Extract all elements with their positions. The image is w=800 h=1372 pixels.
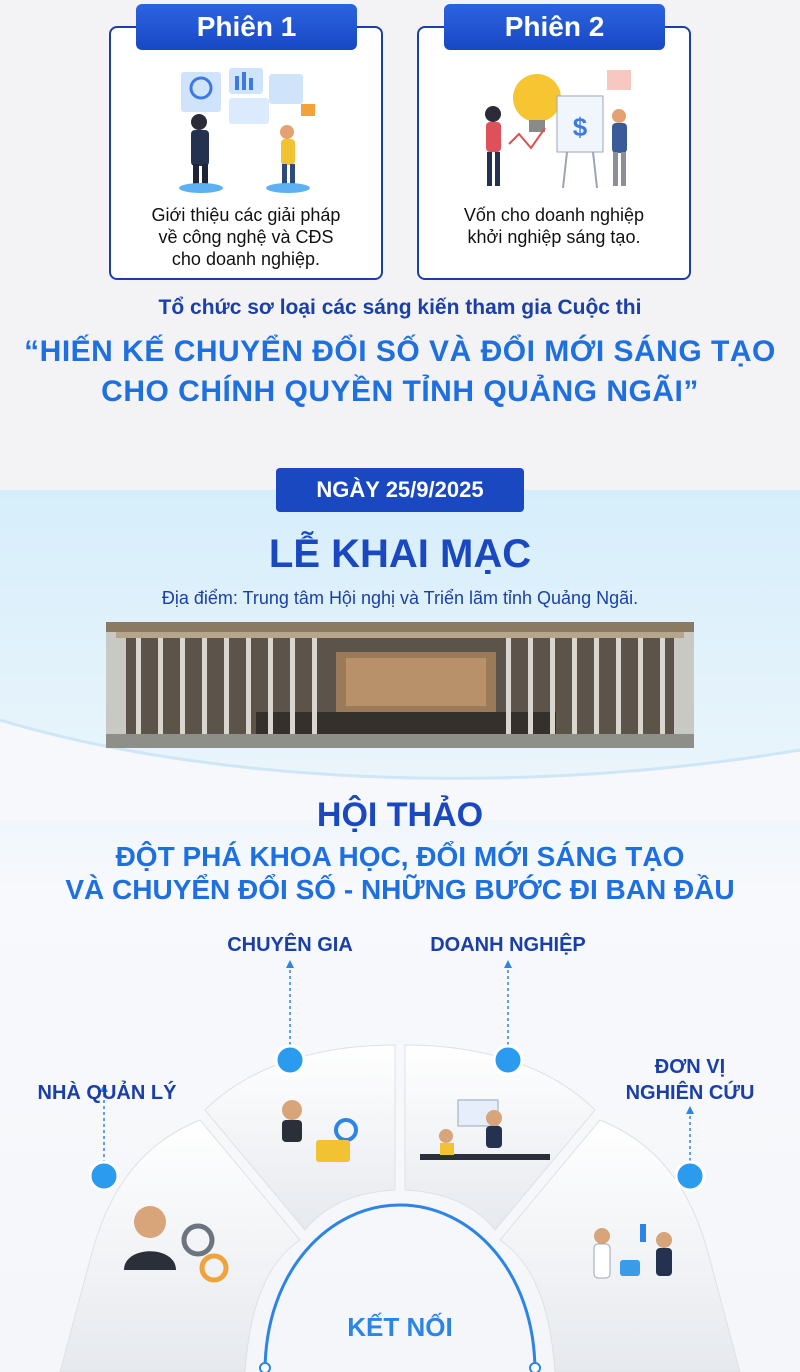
session-2-tab: Phiên 2 xyxy=(444,4,665,50)
venue-text: Địa điểm: Trung tâm Hội nghị và Triển lãm tỉnh Quảng Ngãi. xyxy=(161,588,639,608)
workshop-subtitle: ĐỘT PHÁ KHOA HỌC, ĐỔI MỚI SÁNG TẠO VÀ CHUYỂN ĐỔI SỐ - NHỮNG BƯỚC ĐI BAN ĐẦU xyxy=(65,841,735,905)
stakeholder-diagram xyxy=(0,940,800,1372)
date-badge: NGÀY 25/9/2025 xyxy=(276,468,524,512)
convention-center-photo xyxy=(106,622,694,748)
session-1-tab: Phiên 1 xyxy=(136,4,357,50)
opening-title: LỄ KHAI MẠC xyxy=(268,532,532,576)
stakeholder-business: DOANH NGHIỆP xyxy=(430,934,586,956)
connect-label: KẾT NỐI xyxy=(347,1312,453,1342)
stakeholder-research: ĐƠN VỊ NGHIÊN CỨU xyxy=(625,1056,755,1104)
session-1-card xyxy=(109,26,383,280)
session-2-card xyxy=(417,26,691,280)
svg-text:$: $ xyxy=(572,112,588,142)
workshop-title: HỘI THẢO xyxy=(316,796,484,834)
contest-title: “HIẾN KẾ CHUYỂN ĐỔI SỐ VÀ ĐỔI MỚI SÁNG TẠO CHO CHÍNH QUYỀN TỈNH QUẢNG NGÃI” xyxy=(24,335,776,408)
contest-intro: Tổ chức sơ loại các sáng kiến tham gia Cuộc thi xyxy=(158,296,642,319)
session-2-description: Vốn cho doanh nghiệp khởi nghiệp sáng tạo. xyxy=(463,205,645,247)
tech-solutions-illustration xyxy=(151,64,341,194)
stakeholder-expert: CHUYÊN GIA xyxy=(227,934,353,956)
startup-capital-illustration xyxy=(459,64,649,194)
stakeholder-manager: NHÀ QUẢN LÝ xyxy=(37,1082,177,1104)
session-1-description: Giới thiệu các giải pháp về công nghệ và CĐS cho doanh nghiệp. xyxy=(151,205,341,269)
